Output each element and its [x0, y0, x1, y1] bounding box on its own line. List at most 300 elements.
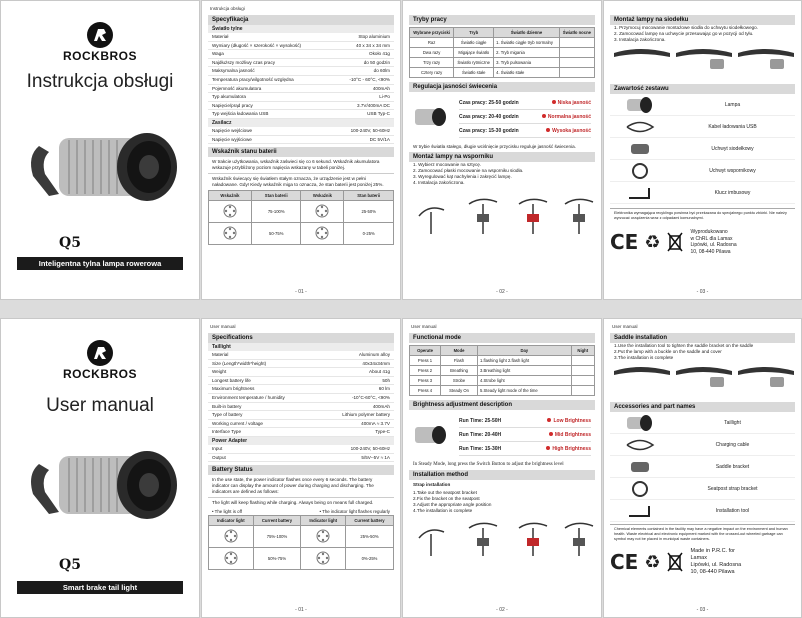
- accessory-row: [610, 138, 795, 160]
- mount-section-title: Installation method: [409, 470, 595, 480]
- rockbros-logo-icon: [86, 21, 114, 49]
- modes-table-row: [410, 386, 595, 396]
- accessory-icon: [610, 162, 670, 180]
- power-key: Napięcie wejściowe: [212, 127, 253, 133]
- spec-row: [208, 394, 394, 403]
- mode-night-desc: [559, 58, 594, 68]
- spec-value: Stop aluminium: [358, 34, 390, 39]
- brightness-runtime: Run Time: 20-40H: [459, 431, 502, 438]
- saddle-step: 2.Put the lamp with a buckle on the saddle and cover: [614, 349, 722, 354]
- brightness-level: Normalna jasność: [542, 114, 591, 120]
- mode-name: Strobe: [441, 376, 478, 386]
- mode-night-desc: [559, 38, 594, 48]
- manufacturer-line: 10, 08-440 Pilawa: [690, 569, 735, 575]
- accessory-label: Lampa: [724, 101, 741, 108]
- spec-row: [208, 85, 394, 94]
- manufacturer-line: w ChRL dla Lamax: [690, 235, 733, 242]
- accessory-row: [610, 434, 795, 456]
- battery-level: 0-25%: [344, 223, 394, 245]
- battery-table: [208, 190, 394, 245]
- product-subtitle-badge: Smart brake tail light: [17, 581, 183, 594]
- accessories-section-title: Zawartość zestawu: [610, 84, 795, 94]
- battery-level: 75-100%: [251, 201, 301, 223]
- spec-key: Materiał: [212, 34, 229, 39]
- spec-key: Waga: [212, 51, 224, 57]
- manufacturer-block: [690, 548, 741, 576]
- battery-table-row: [209, 201, 394, 223]
- brightness-row: [459, 124, 591, 138]
- spec-page-en: [201, 318, 401, 618]
- model-name: Q5: [59, 235, 81, 251]
- battery-level: 25-50%: [344, 201, 394, 223]
- mount-step: 4.The installation is complete: [413, 508, 473, 513]
- battery-led-icon: [301, 526, 346, 548]
- accessory-icon: [610, 436, 670, 454]
- mode-press: Press 1: [410, 356, 441, 366]
- accessories-list: [610, 94, 795, 204]
- saddle-step: 3.The installation is complete: [614, 355, 674, 360]
- mount-subtitle: Strap installation: [413, 482, 451, 487]
- battery-led-icon: [209, 526, 254, 548]
- spec-row: [208, 59, 394, 68]
- spec-value: Aluminum alloy: [358, 352, 390, 357]
- accessory-icon: [610, 184, 670, 202]
- page-number: - 03 -: [696, 289, 709, 295]
- accessory-icon: [610, 458, 670, 476]
- modes-table-row: [410, 376, 595, 386]
- recycle-icon: ♻: [644, 231, 661, 252]
- spec-value: do 60lm: [373, 68, 390, 74]
- modes-page-en: [402, 318, 602, 618]
- power-key: Input: [212, 445, 223, 451]
- manufacturer-line: Wyprodukowano: [690, 229, 728, 235]
- ce-mark-icon: CE: [610, 230, 639, 254]
- power-value: DC 5V/1A: [369, 136, 390, 142]
- spec-value: do 50 godzin: [363, 59, 390, 65]
- mode-day-desc: 4. Światło stałe: [494, 68, 560, 78]
- spec-key: Longest battery life: [212, 377, 251, 383]
- modes-page-pl: [402, 0, 602, 300]
- accessory-label: Installation tool: [715, 507, 750, 514]
- spec-value: 400mA ≈ 3.7V: [361, 420, 390, 426]
- accessories-page-pl: [603, 0, 802, 300]
- mode-day-desc: 3. Tryb pulsowania: [494, 58, 560, 68]
- battery-table-header: Stan baterii: [251, 191, 301, 201]
- spec-row: [208, 33, 394, 42]
- spec-value: 40x34x34mm: [362, 360, 390, 366]
- page-header: Instrukcja obsługi: [210, 6, 245, 11]
- mode-day-desc: 4.Strobe light: [478, 376, 572, 386]
- spec-page-pl: [201, 0, 401, 300]
- mode-day-desc: 1.flashing light 2.flash light: [478, 356, 572, 366]
- saddle-step: 1. Przymocuj mocowanie montażowe siodła do uchwytu siodełkowego.: [614, 25, 759, 30]
- spec-key: Built-in battery: [212, 403, 242, 409]
- spec-value: 400mAh: [372, 85, 390, 91]
- manufacturer-line: Lipówki, ul. Radosna: [690, 242, 737, 248]
- spec-row: [208, 67, 394, 76]
- light-subtitle: Taillight: [208, 343, 394, 351]
- spec-row: [208, 76, 394, 85]
- battery-text: W trakcie użytkowania, wskaźnik zaświeci się co 6 sekund. Wskaźnik akumulatora wskazuje przybliżony poziom napięcia wskazany w tabeli poniżej.: [212, 159, 380, 171]
- mode-day-desc: 5.Steady light mode of the time: [478, 386, 572, 396]
- modes-table: [409, 345, 595, 396]
- brightness-runtime: Czas pracy: 15-30 godzin: [459, 127, 519, 134]
- ce-mark-icon: CE: [610, 550, 639, 574]
- spec-key: Interface Type: [212, 429, 242, 435]
- spec-key: Weight: [212, 369, 227, 375]
- spec-key: Type of battery: [212, 412, 243, 418]
- brand-block: [1, 21, 199, 63]
- red-dot-icon: [552, 100, 556, 104]
- spec-value: Lithium polymer battery: [342, 412, 390, 418]
- spec-section-title: Specyfikacja: [208, 15, 394, 25]
- brightness-level: High Brightness: [546, 446, 591, 452]
- brightness-diagram: [409, 410, 595, 460]
- spec-list: [208, 33, 394, 119]
- power-value: 5/5V--5V ≈ 1A: [361, 454, 390, 460]
- mode-press: Trzy razy: [410, 58, 454, 68]
- red-dot-icon: [546, 128, 550, 132]
- battery-table: [208, 515, 394, 570]
- spec-row: [208, 411, 394, 420]
- accessory-label: Uchwyt wspornikowy: [709, 167, 756, 174]
- brightness-runtime: Czas pracy: 25-50 godzin: [459, 99, 519, 106]
- power-subtitle: Zasilacz: [208, 119, 394, 127]
- spec-key: Working current / voltage: [212, 420, 263, 426]
- battery-table-header: Indicator light: [301, 516, 346, 526]
- battery-led-icon: [301, 201, 344, 223]
- recycle-text: Chemical elements contained in the facility may have a negative impact on the environment and human health. Waste electrical and electronic equipment marked with the crossed-out wheeled garbage can symbol may not be placed in municipal waste containers.: [610, 524, 795, 544]
- mode-name: Światło rytmiczne: [454, 58, 494, 68]
- page-header: User manual: [411, 324, 437, 329]
- power-row: [208, 127, 394, 136]
- brightness-row: [459, 428, 591, 442]
- battery-table-row: [209, 548, 394, 570]
- power-subtitle: Power Adapter: [208, 437, 394, 445]
- accessory-icon: [610, 414, 670, 432]
- manufacturer-block: [690, 229, 736, 255]
- mode-night-desc: [559, 48, 594, 58]
- modes-table-row: [410, 356, 595, 366]
- power-value: 100-240V, 50-60Hz: [350, 445, 390, 451]
- modes-table-header: Światło nocne: [559, 28, 594, 38]
- spec-row: [208, 110, 394, 119]
- power-list: [208, 445, 394, 462]
- saddle-illustration: [610, 43, 796, 79]
- battery-note: Wskaźnik świecący się światłem stałym oznacza, że urządzenie jest w pełni naładowane. Gdy! Kiedy wskaźnik miga to oznacza, że stan baterii jest poniżej 25%.: [208, 173, 394, 190]
- brightness-runtime: Run Time: 25-50H: [459, 417, 502, 424]
- mount-steps: [409, 490, 595, 514]
- manual-title: User manual: [46, 395, 154, 416]
- brightness-row: [459, 96, 591, 110]
- page-number: - 02 -: [496, 607, 508, 613]
- spec-value: 50h: [382, 377, 390, 383]
- battery-level: 75%-100%: [253, 526, 301, 548]
- battery-table-row: [209, 526, 394, 548]
- mode-night-desc: [571, 366, 594, 376]
- saddle-illustration: [610, 361, 796, 397]
- tail-light-image: [19, 116, 189, 211]
- mode-press: Press 3: [410, 376, 441, 386]
- page-header: User manual: [612, 324, 638, 329]
- page-number: - 03 -: [696, 607, 709, 613]
- saddle-section-title: Saddle installation: [610, 333, 795, 343]
- mode-press: Press 2: [410, 366, 441, 376]
- spec-row: [208, 42, 394, 51]
- spec-value: USB Typ-C: [367, 111, 390, 117]
- accessories-page-en: [603, 318, 802, 618]
- mode-press: Cztery razy: [410, 68, 454, 78]
- page-number: - 02 -: [496, 289, 508, 295]
- brightness-row: [459, 110, 591, 124]
- battery-table-header: Current battery: [345, 516, 393, 526]
- power-row: [208, 445, 394, 454]
- mode-night-desc: [571, 376, 594, 386]
- accessory-icon: [610, 118, 670, 136]
- brightness-row: [459, 414, 591, 428]
- accessory-label: Charging cable: [715, 441, 750, 448]
- tail-light-image: [19, 434, 189, 529]
- battery-table-header: Indicator light: [209, 516, 254, 526]
- battery-level: 0%-25%: [345, 548, 393, 570]
- accessories-section-title: Accessories and part names: [610, 402, 795, 412]
- saddle-section-title: Montaż lampy na siodełku: [610, 15, 795, 25]
- spec-key: Size (Length*width*height): [212, 360, 267, 366]
- brightness-level: Mid Brightness: [549, 432, 591, 438]
- spec-key: Typ akumulatora: [212, 94, 246, 100]
- battery-note: The light will keep flashing while charging. Always being on means full charged.: [208, 497, 394, 508]
- power-list: [208, 127, 394, 144]
- battery-table-header: Wskaźnik: [301, 191, 344, 201]
- modes-table-header: Tryb: [454, 28, 494, 38]
- spec-value: About 41g: [369, 369, 390, 375]
- power-row: [208, 136, 394, 145]
- mount-steps-illustration: [409, 514, 597, 558]
- spec-row: [208, 420, 394, 429]
- lamp-side-icon: [413, 106, 447, 128]
- manufacturer-line: Made in P.R.C. for: [690, 548, 736, 554]
- brand-name: ROCKBROS: [62, 367, 137, 381]
- spec-row: [208, 385, 394, 394]
- spec-section-title: Specifications: [208, 333, 394, 343]
- battery-level: 50%-75%: [253, 548, 301, 570]
- page-header: User manual: [210, 324, 236, 329]
- spec-row: [208, 102, 394, 111]
- brightness-section-title: Brightness adjustment description: [409, 400, 595, 410]
- spec-row: [208, 93, 394, 102]
- battery-section-title: Battery Status: [208, 465, 394, 475]
- bat-flash-label: • The indicator light flashes regularly: [319, 509, 390, 515]
- rockbros-logo-icon: [86, 339, 114, 367]
- battery-level: 25%-50%: [345, 526, 393, 548]
- lamp-side-icon: [413, 424, 447, 446]
- cover-page-pl: [0, 0, 200, 300]
- mode-day-desc: 2. Tryb migania: [494, 48, 560, 58]
- mode-press: Dwa razy: [410, 48, 454, 58]
- accessory-label: Saddle bracket: [715, 463, 750, 470]
- spec-row: [208, 351, 394, 360]
- spec-value: 40 x 34 x 34 mm: [356, 42, 390, 48]
- spec-value: Około 41g: [369, 51, 390, 57]
- brightness-section-title: Regulacja jasności świecenia: [409, 82, 595, 92]
- accessory-row: [610, 182, 795, 204]
- spec-key: Napięcie/prąd pracy: [212, 102, 253, 108]
- brightness-note: W trybie światła stałego, długie wciśnięcie przycisku reguluje jasność świecenia.: [413, 144, 576, 149]
- spec-value: 60 lm: [378, 386, 390, 392]
- power-value: 100-240V, 50-60Hz: [350, 127, 390, 133]
- battery-led-icon: [209, 223, 252, 245]
- battery-led-icon: [301, 223, 344, 245]
- modes-table-header: Night: [571, 346, 594, 356]
- accessory-icon: [610, 502, 670, 520]
- battery-table-row: [209, 223, 394, 245]
- accessory-row: [610, 94, 795, 116]
- saddle-steps: [610, 25, 795, 43]
- brightness-level: Wysoka jasność: [546, 128, 591, 134]
- spec-row: [208, 403, 394, 412]
- spec-value: 400mAh: [372, 403, 390, 409]
- saddle-step: 1.Use the installation tool to tighten the saddle bracket on the saddle: [614, 343, 754, 348]
- spec-row: [208, 377, 394, 386]
- spec-key: Wymiary (długość × szerokość × wysokość): [212, 42, 302, 48]
- spec-value: 3.7V/400mA DC: [357, 102, 390, 108]
- mode-press: Raz: [410, 38, 454, 48]
- mount-step: 1.Take out the seatpost bracket: [413, 490, 477, 495]
- spec-key: Environment temperature / humidity: [212, 394, 285, 400]
- battery-table-header: Stan baterii: [344, 191, 394, 201]
- saddle-step: 3. Instalacja zakończona.: [614, 37, 666, 42]
- spec-key: Material: [212, 352, 229, 357]
- spec-row: [208, 50, 394, 59]
- battery-level: 50-75%: [251, 223, 301, 245]
- accessory-row: [610, 160, 795, 182]
- mount-step: 2.Fix the bracket on the seatpost: [413, 496, 480, 501]
- model-name: Q5: [59, 557, 81, 573]
- accessory-row: [610, 500, 795, 522]
- battery-table-header: Current battery: [253, 516, 301, 526]
- battery-table-header: Wskaźnik: [209, 191, 252, 201]
- mount-step: 2. Zamocować płaski mocowanie na wsporniku siodła.: [413, 168, 524, 173]
- power-key: Output: [212, 454, 226, 460]
- power-row: [208, 454, 394, 463]
- mount-step: 3. Wyregulować kąt nachylenia i zakręcić lampę.: [413, 174, 512, 179]
- brightness-note: In Steady Mode, long press the Switch Button to adjust the brightness level: [413, 462, 564, 467]
- mode-night-desc: [571, 386, 594, 396]
- brand-name: ROCKBROS: [62, 49, 137, 63]
- mode-day-desc: 3.Breathing light: [478, 366, 572, 376]
- spec-value: Li-Po: [379, 94, 390, 100]
- red-dot-icon: [547, 418, 551, 422]
- battery-led-icon: [209, 548, 254, 570]
- mode-name: Światło ciągłe: [454, 38, 494, 48]
- spec-value: -10°C - 60°C, <90%: [349, 76, 390, 82]
- battery-text: In the use state, the power indicator flashes once every 6 seconds. The battery indicator can display the amount of power during charging and discharging. The indicators are defined as follows:: [212, 477, 374, 495]
- recycle-text: Elektronika wymagająca recyklingu powinna być przekazana do specjalnego punktu zbiórki. Nie należy wyrzucać urządzenia wraz z odpadami komunalnymi.: [610, 208, 795, 223]
- brightness-diagram: [409, 92, 595, 142]
- spec-row: [208, 428, 394, 437]
- mount-steps: [409, 162, 595, 186]
- mode-name: Światło stałe: [454, 68, 494, 78]
- mode-press: Press 4: [410, 386, 441, 396]
- battery-led-icon: [209, 201, 252, 223]
- product-subtitle-badge: Inteligentna tylna lampa rowerowa: [17, 257, 183, 270]
- red-dot-icon: [549, 432, 553, 436]
- accessories-list: [610, 412, 795, 522]
- accessory-row: [610, 412, 795, 434]
- accessory-label: Uchwyt siodełkowy: [711, 145, 754, 152]
- page-number: - 01 -: [295, 289, 307, 295]
- brightness-row: [459, 442, 591, 456]
- light-subtitle: Światło tylne: [208, 25, 394, 33]
- accessory-label: Klucz imbusowy: [714, 189, 751, 196]
- mount-step: 4. Instalacja zakończona.: [413, 180, 465, 185]
- manufacturer-line: 10, 08-440 Pilawa: [690, 248, 731, 255]
- wheelie-bin-crossed-icon: [666, 551, 684, 573]
- manufacturer-line: Lipówki, ul. Radosna: [690, 562, 742, 568]
- wheelie-bin-crossed-icon: [666, 231, 684, 253]
- mode-night-desc: [559, 68, 594, 78]
- power-key: Napięcie wyjściowe: [212, 136, 252, 142]
- modes-table-header: Mode: [441, 346, 478, 356]
- recycle-icon: ♻: [644, 551, 661, 572]
- modes-table-header: Day: [478, 346, 572, 356]
- accessory-label: Seatpost strap bracket: [707, 485, 758, 492]
- spec-value: Type-C: [375, 429, 390, 435]
- spec-key: Maximum brightness: [212, 386, 255, 392]
- mount-section-title: Montaż lampy na wsporniku: [409, 152, 595, 162]
- spec-row: [208, 360, 394, 369]
- spec-key: Typ wejścia ładowania USB: [212, 111, 269, 117]
- spec-key: Temperatura pracy/wilgotność względna: [212, 76, 294, 82]
- mount-step: 1. Wybierz mocowanie na sztycę.: [413, 162, 482, 167]
- brand-block: [1, 339, 199, 381]
- modes-table-row: [410, 68, 595, 78]
- battery-section-title: Wskaźnik stanu baterii: [208, 147, 394, 157]
- battery-led-icon: [301, 548, 346, 570]
- accessory-icon: [610, 96, 670, 114]
- accessory-row: [610, 456, 795, 478]
- saddle-step: 2. Zamocować lampę na uchwycie przesuwając go w pozycji od tyłu.: [614, 31, 754, 36]
- accessory-icon: [610, 140, 670, 158]
- modes-table-header: Światło dzienne: [494, 28, 560, 38]
- manufacturer-line: Lamax: [690, 555, 707, 561]
- spec-value: -10°C-60°C, <90%: [351, 394, 390, 400]
- brightness-runtime: Run Time: 15-30H: [459, 445, 502, 452]
- cover-page-en: [0, 318, 200, 618]
- saddle-steps: [610, 343, 795, 361]
- spec-list: [208, 351, 394, 437]
- spec-key: Najdłuższy możliwy czas pracy: [212, 59, 276, 65]
- red-dot-icon: [546, 446, 550, 450]
- brightness-runtime: Czas pracy: 20-40 godzin: [459, 113, 519, 120]
- mount-steps-illustration: [409, 186, 597, 236]
- modes-table-header: Wybrane przyciski: [410, 28, 454, 38]
- modes-section-title: Tryby pracy: [409, 15, 595, 25]
- spec-row: [208, 368, 394, 377]
- modes-table-row: [410, 48, 595, 58]
- modes-table: [409, 27, 595, 78]
- brightness-level: Niska jasność: [552, 100, 591, 106]
- accessory-row: [610, 478, 795, 500]
- brightness-level: Low Brightness: [547, 418, 591, 424]
- spec-key: Pojemność akumulatora: [212, 85, 262, 91]
- accessory-icon: [610, 480, 670, 498]
- modes-section-title: Functional mode: [409, 333, 595, 343]
- mode-name: Flash: [441, 356, 478, 366]
- spec-key: Maksymalna jasność: [212, 68, 255, 74]
- modes-table-row: [410, 366, 595, 376]
- modes-table-row: [410, 38, 595, 48]
